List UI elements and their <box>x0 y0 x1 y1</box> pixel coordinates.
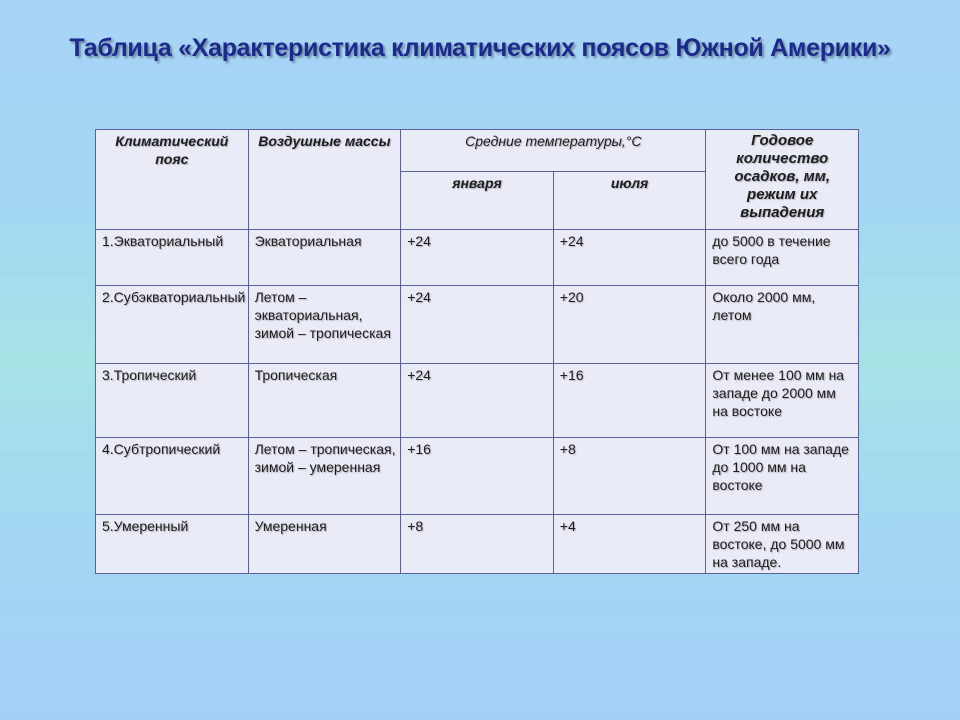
cell-july: +20 <box>553 286 706 364</box>
header-zone: Климатический пояс <box>96 130 249 230</box>
header-january: января <box>401 172 554 230</box>
cell-july: +4 <box>553 515 706 574</box>
climate-zones-table <box>95 129 859 574</box>
table-row <box>96 438 859 515</box>
cell-precipitation: От 250 мм на востоке, до 5000 мм на западе. <box>706 515 859 574</box>
cell-july: +16 <box>553 364 706 438</box>
header-avg-temp: Средние температуры,°С <box>401 130 706 172</box>
cell-july: +24 <box>553 230 706 286</box>
header-july: июля <box>553 172 706 230</box>
cell-january: +8 <box>401 515 554 574</box>
cell-precipitation: Около 2000 мм, летом <box>706 286 859 364</box>
cell-zone: 5.Умеренный <box>96 515 249 574</box>
cell-air-masses: Летом – экваториальная, зимой – тропическая <box>248 286 401 364</box>
table-row <box>96 286 859 364</box>
cell-precipitation: до 5000 в течение всего года <box>706 230 859 286</box>
cell-precipitation: От менее 100 мм на западе до 2000 мм на востоке <box>706 364 859 438</box>
cell-january: +24 <box>401 286 554 364</box>
cell-air-masses: Тропическая <box>248 364 401 438</box>
cell-january: +24 <box>401 230 554 286</box>
header-air-masses: Воздушные массы <box>248 130 401 230</box>
cell-january: +24 <box>401 364 554 438</box>
cell-zone: 2.Субэкваториальный <box>96 286 249 364</box>
header-precipitation: Годовое количество осадков, мм, режим их выпадения <box>706 130 859 230</box>
cell-zone: 1.Экваториальный <box>96 230 249 286</box>
cell-january: +16 <box>401 438 554 515</box>
table-row <box>96 230 859 286</box>
cell-air-masses: Летом – тропическая, зимой – умеренная <box>248 438 401 515</box>
cell-air-masses: Умеренная <box>248 515 401 574</box>
cell-precipitation: От 100 мм на западе до 1000 мм на востоке <box>706 438 859 515</box>
slide-title: Таблица «Характеристика климатических поясов Южной Америки» <box>69 34 891 62</box>
cell-july: +8 <box>553 438 706 515</box>
cell-air-masses: Экваториальная <box>248 230 401 286</box>
cell-zone: 4.Субтропический <box>96 438 249 515</box>
table-row <box>96 364 859 438</box>
table-row <box>96 515 859 574</box>
cell-zone: 3.Тропический <box>96 364 249 438</box>
